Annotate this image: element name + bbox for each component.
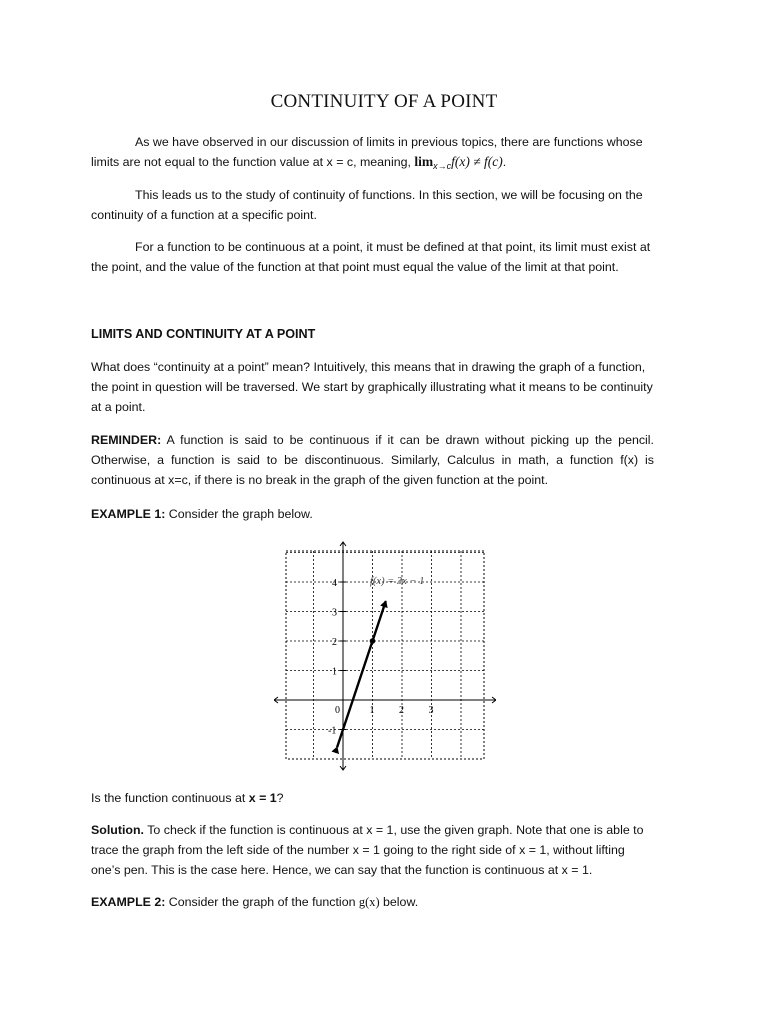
example-2-function: g(x) [358,895,380,909]
x-tick-label: 0 [335,705,340,716]
continuity-text: Intuitively, this means that in drawing the graph of a function, the point in question will be traversed. We start by graphically illustrating what it means to be continuity at a point. [91,360,653,414]
x-tick-label: 2 [399,705,404,716]
solution-paragraph [91,820,654,880]
intro-p1-end: . [502,155,507,169]
section-heading: LIMITS AND CONTINUITY AT A POINT [91,327,316,341]
intro-paragraph-2: This leads us to the study of continuity of functions. In this section, we will be focusing on the continuity of a function at a specific point. [91,188,643,222]
limit-subscript: x→c [433,161,452,171]
limit-symbol: lim [414,154,434,169]
example-2-end: below. [379,895,419,909]
intro-paragraph-3: For a function to be continuous at a point, it must be defined at that point, its limit must exist at the point, and the value of the function at that point must equal the value of the limit at that point. [91,240,651,274]
continuity-question: What does “continuity at a point” mean? [91,360,311,374]
question-paragraph [91,788,654,808]
limit-inequality: f(x) ≠ f(c) [451,154,503,169]
continuity-paragraph [91,357,654,417]
x-tick-label: 3 [428,705,434,716]
reminder-text: A function is said to be continuous if it can be drawn without picking up the pencil. Otherwise, a function is said to be discontinuous. Similarly, Calculus in math, a function f(x) is continuous at x=c, if there is no break in the graph of the given function at the point. [91,433,654,487]
example-1-paragraph [91,504,654,524]
intro-paragraph-1 [91,132,654,176]
reminder-label: REMINDER: [91,433,162,447]
function-label: f(x) = 3x − 1 [370,576,425,587]
solution-text: To check if the function is continuous at x = 1, use the given graph. Note that one is able to trace the graph from the left side of the number x = 1 going to the right side of x = 1, without lifting one’s pen. This is the case here. Hence, we can say that the function is continuous at x = 1. [91,823,644,877]
solution-label: Solution. [91,823,144,837]
y-tick-label: 4 [332,578,337,589]
y-tick-label: 2 [332,637,337,648]
example-1-label: EXAMPLE 1: [91,507,166,521]
example-1-text: Consider the graph below. [165,507,313,521]
example-2-paragraph [91,892,654,912]
example-2-label: EXAMPLE 2: [91,895,166,909]
y-tick-label: 1 [332,666,337,678]
reminder-paragraph [91,430,654,490]
function-line [337,601,386,747]
question-text: Is the function continuous at [91,791,249,805]
example-2-text: Consider the graph of the function [165,895,359,909]
tick-labels [328,578,434,737]
y-tick-label: 3 [332,607,337,619]
x-tick-label: 1 [369,705,375,716]
question-bold: x = 1 [248,791,277,805]
intro-p1-text: As we have observed in our discussion of limits in previous topics, there are functions whose limits are not equal to the function value at x = c, meaning, [91,135,643,169]
question-end: ? [276,791,284,805]
example-1-graph [274,540,496,772]
y-tick-label: -1 [328,725,337,737]
point-at-x1 [370,638,376,644]
page-title: CONTINUITY OF A POINT [270,91,498,112]
